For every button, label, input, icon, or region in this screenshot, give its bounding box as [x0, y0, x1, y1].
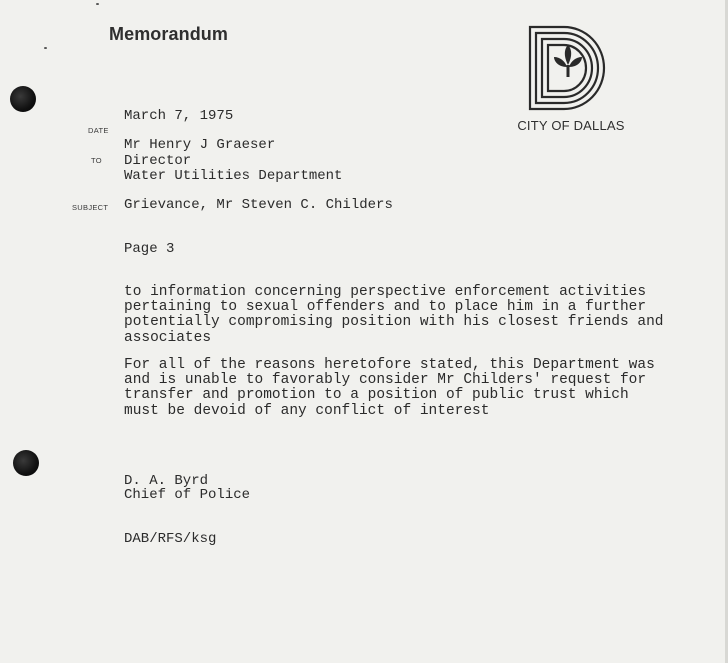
reference-initials: DAB/RFS/ksg	[124, 531, 217, 547]
speck	[96, 3, 99, 5]
date-label: DATE	[88, 126, 109, 135]
page-number: Page 3	[124, 241, 175, 257]
body-line: to information concerning perspective enforcement activities	[124, 284, 647, 300]
body-line: pertaining to sexual offenders and to place him in a further	[124, 299, 647, 316]
body-line: and is unable to favorably consider Mr Childers' request for	[124, 372, 647, 389]
recipient-department: Water Utilities Department	[124, 168, 343, 184]
body-line: For all of the reasons heretofore stated, this Department was	[124, 357, 655, 373]
memo-subject: Grievance, Mr Steven C. Childers	[124, 197, 393, 213]
body-line: must be devoid of any conflict of interest	[124, 402, 490, 419]
body-line: associates	[124, 329, 212, 346]
city-of-dallas-logo-icon	[528, 25, 608, 111]
memo-title: Memorandum	[109, 24, 229, 44]
body-line: transfer and promotion to a position of public trust which	[124, 387, 629, 404]
memo-date: March 7, 1975	[124, 108, 234, 124]
punch-hole	[13, 450, 39, 476]
recipient-name: Mr Henry J Graeser	[124, 137, 276, 153]
to-label: TO	[91, 156, 102, 165]
subject-label: SUBJECT	[72, 203, 109, 212]
speck	[44, 47, 47, 49]
body-line: potentially compromising position with his closest friends and	[124, 314, 664, 331]
city-name: CITY OF DALLAS	[517, 118, 625, 133]
body-paragraph-1	[124, 284, 664, 345]
recipient-title: Director	[124, 153, 192, 169]
body-paragraph-2	[124, 357, 655, 418]
signature-title: Chief of Police	[124, 487, 251, 503]
punch-hole	[10, 86, 36, 112]
signature-name: D. A. Byrd	[124, 473, 209, 489]
